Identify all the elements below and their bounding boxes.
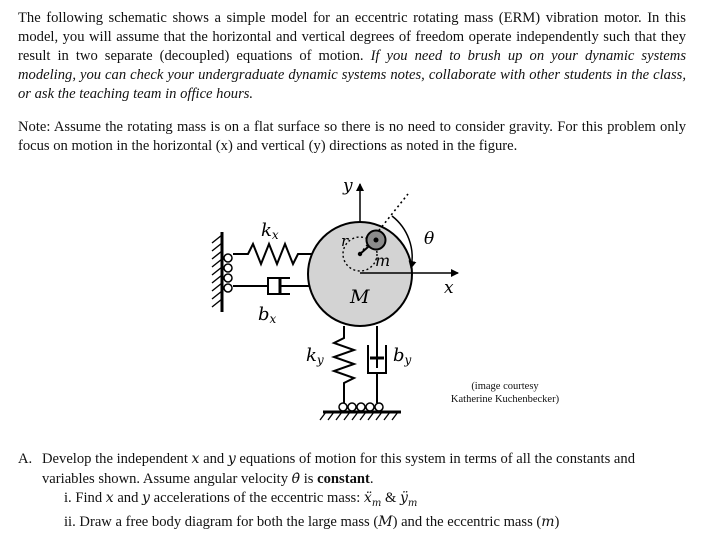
intro-paragraph [18,9,686,104]
label-theta: θ [424,229,435,249]
ground [320,403,401,420]
label-m: m [375,251,391,270]
intro-italic-text: If you need to brush up on your dynamic systems modeling, you can check your undergraduate dynamic systems notes, collaborate with other students in the class, or ask the teaching team in office hours. [18,48,687,102]
erm-schematic [0,165,703,445]
credit-line-1: (image courtesy [471,381,539,392]
image-credit [432,380,578,406]
label-by: by [393,345,412,367]
credit-line-2: Katherine Kuchenbecker) [450,394,560,405]
left-wall [212,232,232,312]
question-a-i: i. Find x and y accelerations of the eccentric mass: ẍ$_m$ & $ÿ_m$ [64,490,418,509]
label-y-axis: y [343,176,353,196]
damper-bx [233,278,312,294]
label-ky: ky [306,345,324,367]
mass-M [308,222,412,326]
label-M: M [350,286,370,308]
label-x-axis: x [444,278,454,298]
intro-text: The following schematic shows a simple model for an eccentric rotating mass (ERM) vibration motor. In this model, you will assume that the horizontal and vertical degrees of freedom operate independently such that they result in two separate (decoupled) equations of motion. [18,10,686,64]
label-r: r [341,232,349,250]
spring-ky [334,326,354,403]
question-a-ii: ii. Draw a free body diagram for both the large mass (M) and the eccentric mass (m) [64,514,560,531]
question-a: A. Develop the independent x and y equations of motion for this system in terms of all the constants and variables shown. Assume angular velocity θ̇ is constant. [18,451,635,487]
spring-kx [233,244,312,264]
pivot [358,252,362,256]
label-bx: bx [258,304,277,326]
label-kx: kx [261,220,279,242]
note-paragraph: Note: Assume the rotating mass is on a flat surface so there is no need to consider gravity. For this problem only focus on motion in the horizontal (x) and vertical (y) directions as noted in the figure. [18,119,686,154]
question-list [18,450,688,533]
damper-by [368,326,386,403]
